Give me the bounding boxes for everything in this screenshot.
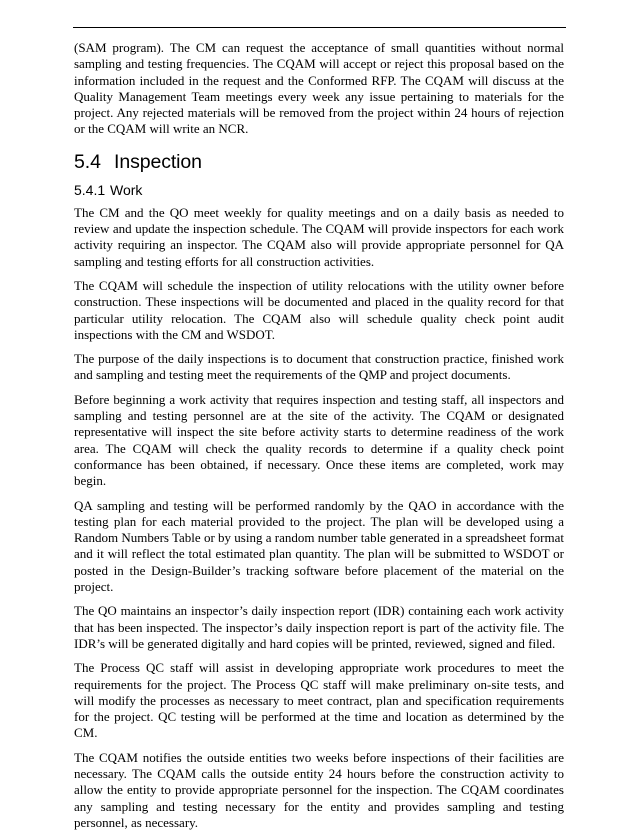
body-paragraph: The CQAM will schedule the inspection of utility relocations with the utility owner before construction. These inspections will be documented and placed in the quality record for that particular utility relocation. The CQAM also will schedule quality check point audit inspections with the CM and WSDOT. — [74, 277, 564, 342]
subsection-number: 5.4.1 — [74, 181, 106, 198]
body-paragraph: The CQAM notifies the outside entities two weeks before inspections of their facilities are necessary. The CQAM calls the outside entity 24 hours before the construction activity to allow the entity to provide appropriate personnel for the inspection. The CQAM coordinates any sampling and testing necessary for the entity and provides sampling and testing personnel, as necessary. — [74, 749, 564, 830]
section-number: 5.4 — [74, 150, 101, 173]
section-title: Inspection — [114, 150, 202, 173]
body-paragraph: The purpose of the daily inspections is to document that construction practice, finished work and sampling and testing meet the requirements of the QMP and project documents. — [74, 351, 564, 383]
body-paragraph: The CM and the QO meet weekly for quality meetings and on a daily basis as needed to review and update the inspection schedule. The CQAM will provide inspectors for each work activity requiring an inspector. The CQAM also will provide appropriate personnel for QA sampling and testing efforts for all construction activities. — [74, 204, 564, 269]
header-rule — [73, 27, 566, 28]
intro-paragraph: (SAM program). The CM can request the acceptance of small quantities without normal sampling and testing frequencies. The CQAM will accept or reject this proposal based on the information included in the request and the Conformed RFP. The CQAM will discuss at the Quality Management Team meetings every week any issue pertaining to materials for the project. Any rejected materials will be removed from the project within 24 hours of rejection or the CQAM will write an NCR. — [74, 40, 564, 137]
body-paragraph: Before beginning a work activity that requires inspection and testing staff, all inspectors and sampling and testing personnel are at the site of the activity. The CQAM or designated representative will inspect the site before activity starts to determine readiness of the work area. The CQAM will check the quality records to determine if a quality check point conformance has been obtained, if necessary. Once these items are completed, work may begin. — [74, 391, 564, 489]
page-content — [74, 40, 564, 839]
subsection-title: Work — [110, 181, 143, 198]
body-paragraph: QA sampling and testing will be performed randomly by the QAO in accordance with the testing plan for each material provided to the project. The plan will be developed using a Random Numbers Table or by using a random number table generated in a spreadsheet format and it will reflect the total estimated plan quantity. The plan will be submitted to WSDOT or posted in the Design-Builder’s tracking software before placement of the material on the project. — [74, 497, 564, 595]
section-heading — [74, 150, 564, 174]
subsection-heading — [74, 181, 564, 199]
body-paragraph: The QO maintains an inspector’s daily inspection report (IDR) containing each work activity that has been inspected. The inspector’s daily inspection report is part of the activity file. The IDR’s will be generated digitally and hard copies will be printed, reviewed, signed and filed. — [74, 603, 564, 651]
body-paragraph: The Process QC staff will assist in developing appropriate work procedures to meet the requirements for the project. The Process QC staff will make preliminary on-site tests, and will modify the processes as necessary to meet contract, plan and specification requirements for the project. QC testing will be performed at the time and location as determined by the CM. — [74, 660, 564, 741]
